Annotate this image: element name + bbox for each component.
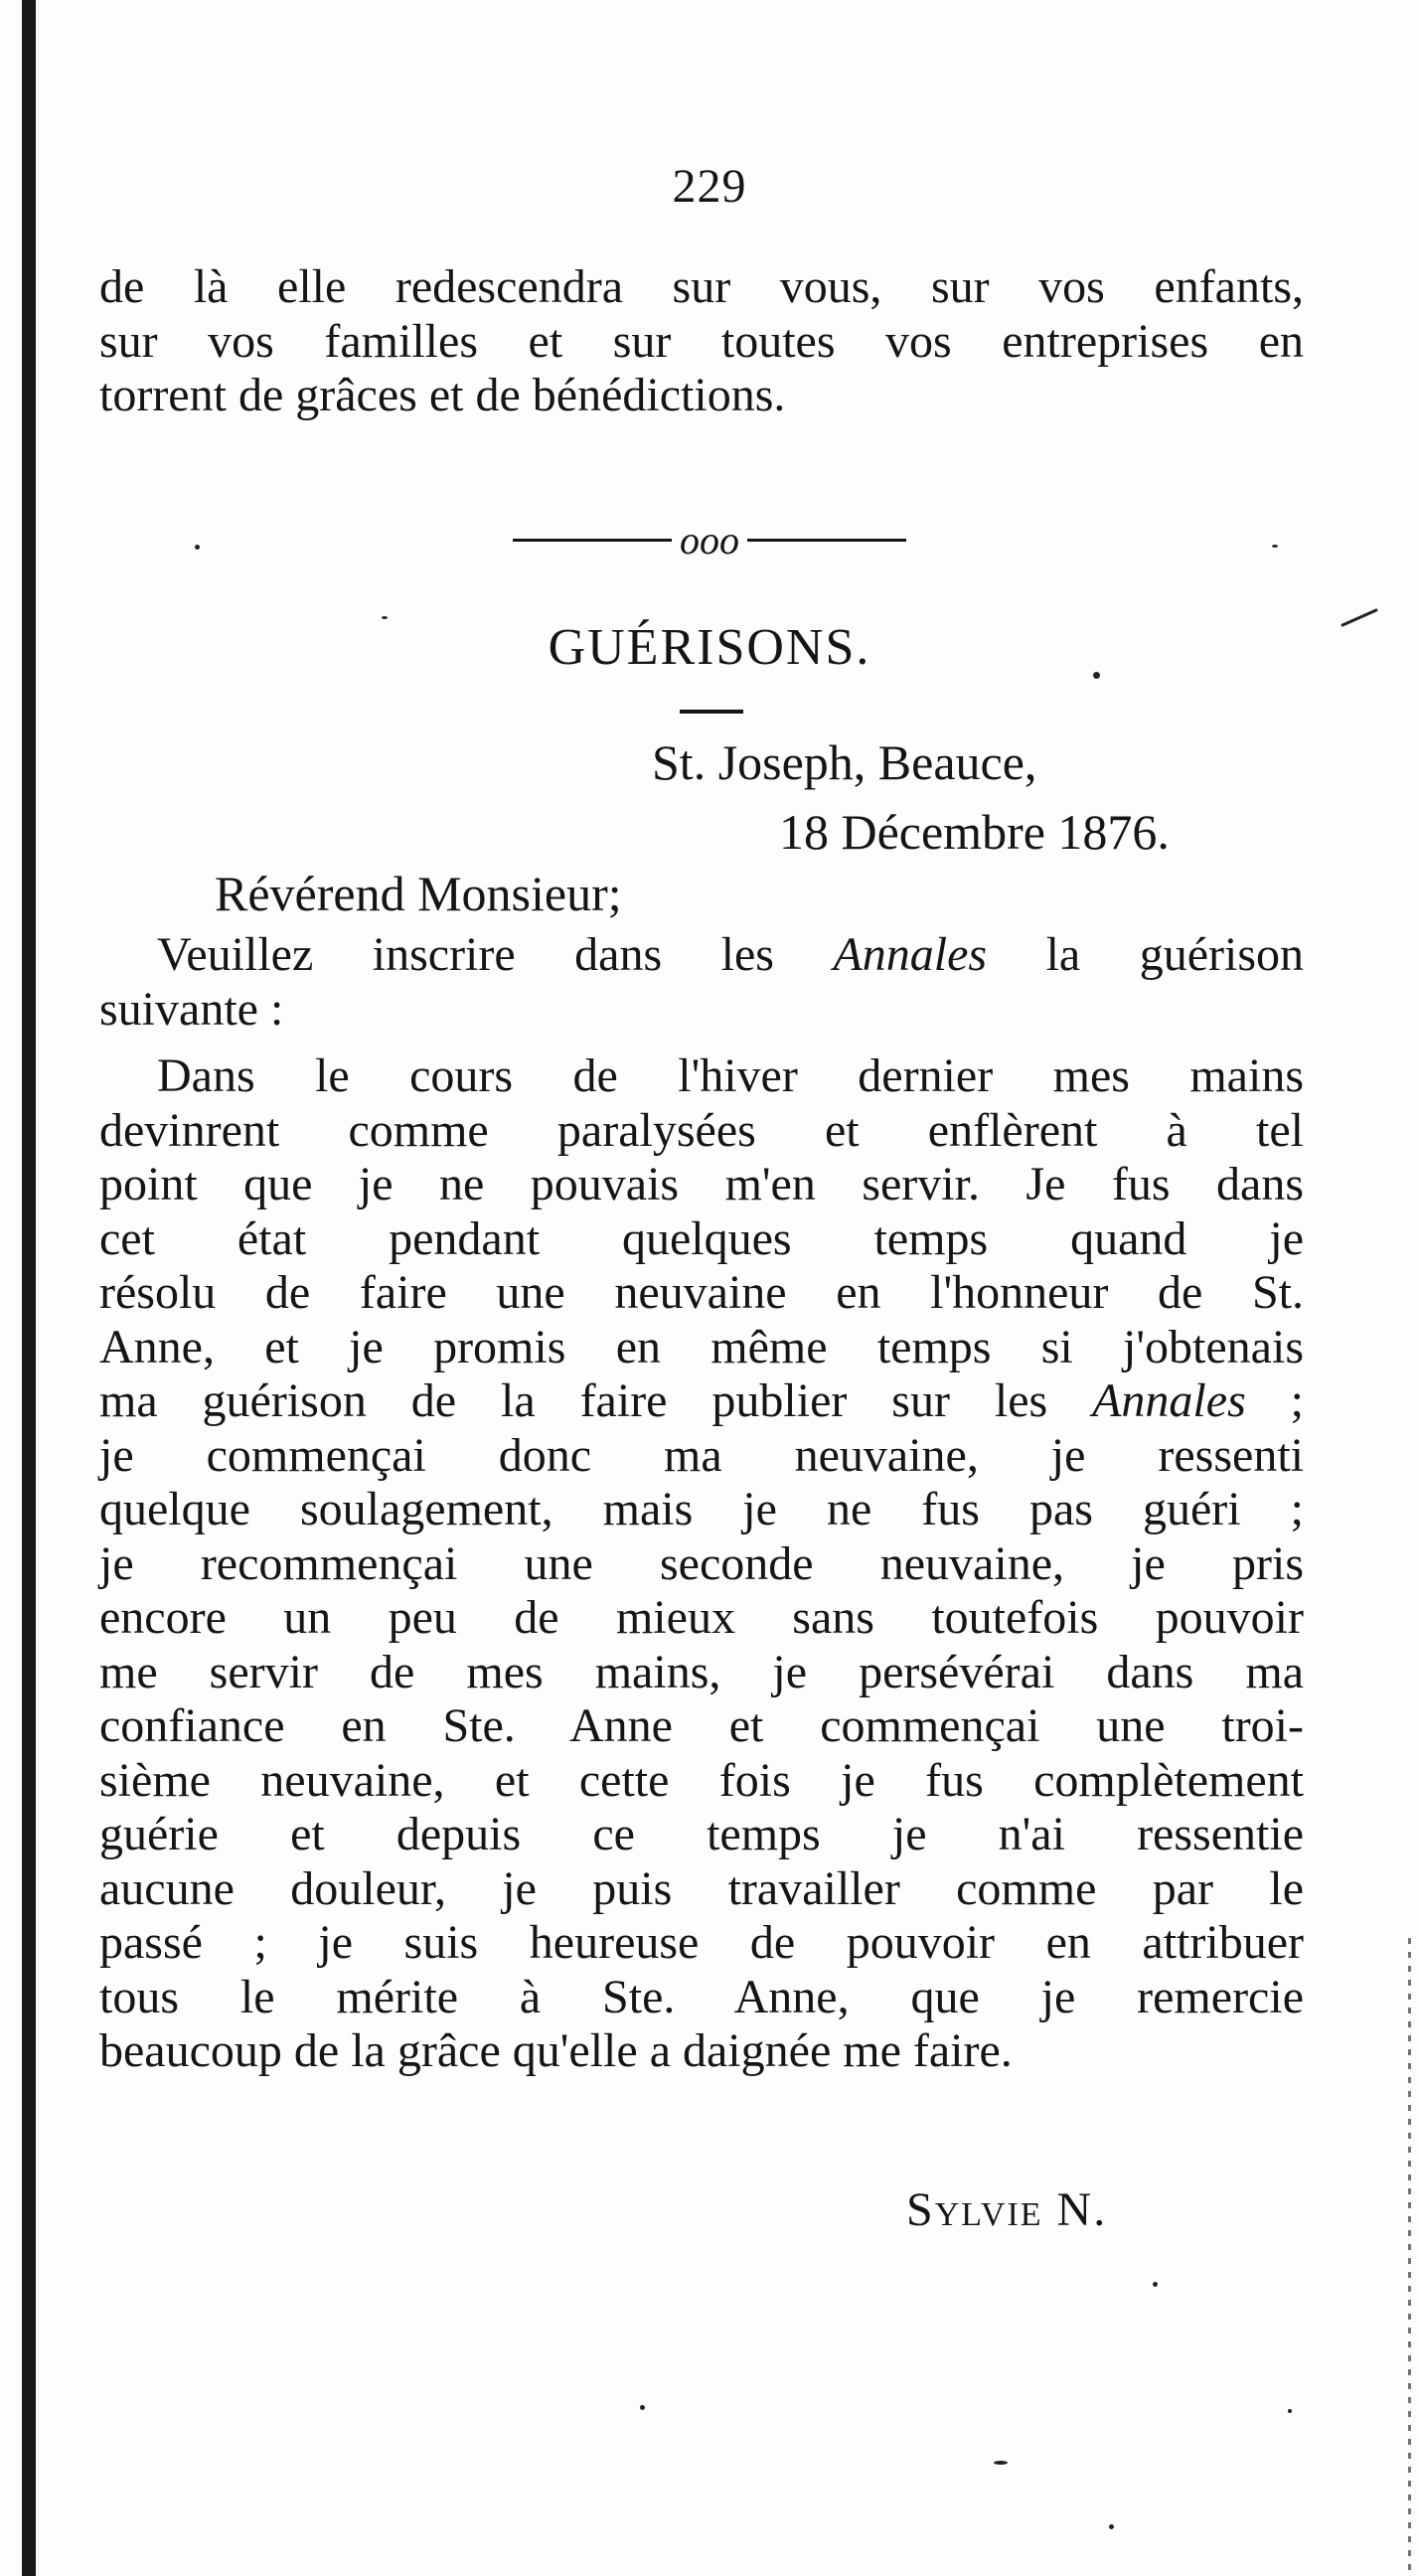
scan-speck (1288, 2409, 1292, 2413)
body-line: je commençai donc ma neuvaine, je ressenti (99, 1428, 1304, 1482)
scan-speck (1109, 2524, 1114, 2529)
letter-signature: Sylvie N. (906, 2183, 1108, 2236)
scan-speck (1153, 2282, 1158, 2287)
body-line: tous le mérite à Ste. Anne, que je remercie (99, 1970, 1304, 2023)
body-line: beaucoup de la grâce qu'elle a daignée me faire. (99, 2024, 1013, 2077)
scan-speck (1272, 545, 1278, 548)
page-number: 229 (672, 160, 747, 213)
body-line: Anne, et je promis en même temps si j'obtenais (99, 1320, 1304, 1373)
scan-speck (195, 545, 200, 550)
letter-place: St. Joseph, Beauce, (652, 734, 1037, 790)
separator-rule-left (513, 539, 672, 542)
section-title: GUÉRISONS. (548, 619, 871, 676)
page-edge-noise (1408, 1938, 1411, 2574)
request-paragraph (99, 928, 1304, 1037)
scan-speck (1093, 672, 1100, 679)
scan-speck (640, 2405, 645, 2410)
intro-line: torrent de grâces et de bénédictions. (99, 369, 786, 421)
body-line: je recommençai une seconde neuvaine, je pris (99, 1536, 1304, 1590)
body-line: aucune douleur, je puis travailler comme par le (99, 1861, 1304, 1915)
body-line: ma guérison de la faire publier sur les Annales ; (99, 1374, 1305, 1427)
body-line: sième neuvaine, et cette fois je fus complètement (99, 1753, 1304, 1807)
separator-ornament: ooo (680, 518, 739, 563)
body-line: guérie et depuis ce temps je n'ai ressentie (99, 1808, 1304, 1860)
request-text: Veuillez inscrire dans les (157, 928, 834, 981)
body-line: cet état pendant quelques temps quand je (99, 1211, 1304, 1265)
request-line (99, 928, 1304, 983)
intro-line: de là elle redescendra sur vous, sur vos enfants, (99, 260, 1304, 313)
body-line: résolu de faire une neuvaine en l'honneur de St. (99, 1266, 1304, 1319)
request-line: suivante : (99, 982, 284, 1036)
annales-title: Annales (833, 928, 988, 981)
separator-rule-right (747, 539, 906, 542)
body-line: point que je ne pouvais m'en servir. Je fus dans (99, 1158, 1304, 1210)
letter-date: 18 Décembre 1876. (779, 804, 1170, 860)
body-line: Dans le cours de l'hiver dernier mes mains (157, 1049, 1304, 1102)
title-rule (680, 710, 743, 714)
intro-line: sur vos familles et sur toutes vos entreprises en (99, 314, 1304, 368)
letter-salutation: Révérend Monsieur; (215, 866, 622, 921)
body-line: confiance en Ste. Anne et commençai une troi- (99, 1699, 1304, 1752)
letter-body (99, 1049, 1304, 2079)
body-line: me servir de mes mains, je persévérai dans ma (99, 1645, 1304, 1698)
section-separator (0, 517, 1419, 564)
binding-edge (22, 0, 36, 2576)
intro-paragraph (99, 260, 1304, 423)
body-line: encore un peu de mieux sans toutefois pouvoir (99, 1591, 1304, 1644)
body-line: quelque soulagement, mais je ne fus pas guéri ; (99, 1483, 1304, 1535)
scan-speck (382, 616, 388, 619)
scan-speck (994, 2461, 1008, 2465)
annales-title: Annales (1092, 1374, 1246, 1427)
request-text: la guérison (987, 928, 1304, 981)
body-line: passé ; je suis heureuse de pouvoir en attribuer (99, 1916, 1304, 1969)
body-line: devinrent comme paralysées et enflèrent à tel (99, 1103, 1304, 1157)
